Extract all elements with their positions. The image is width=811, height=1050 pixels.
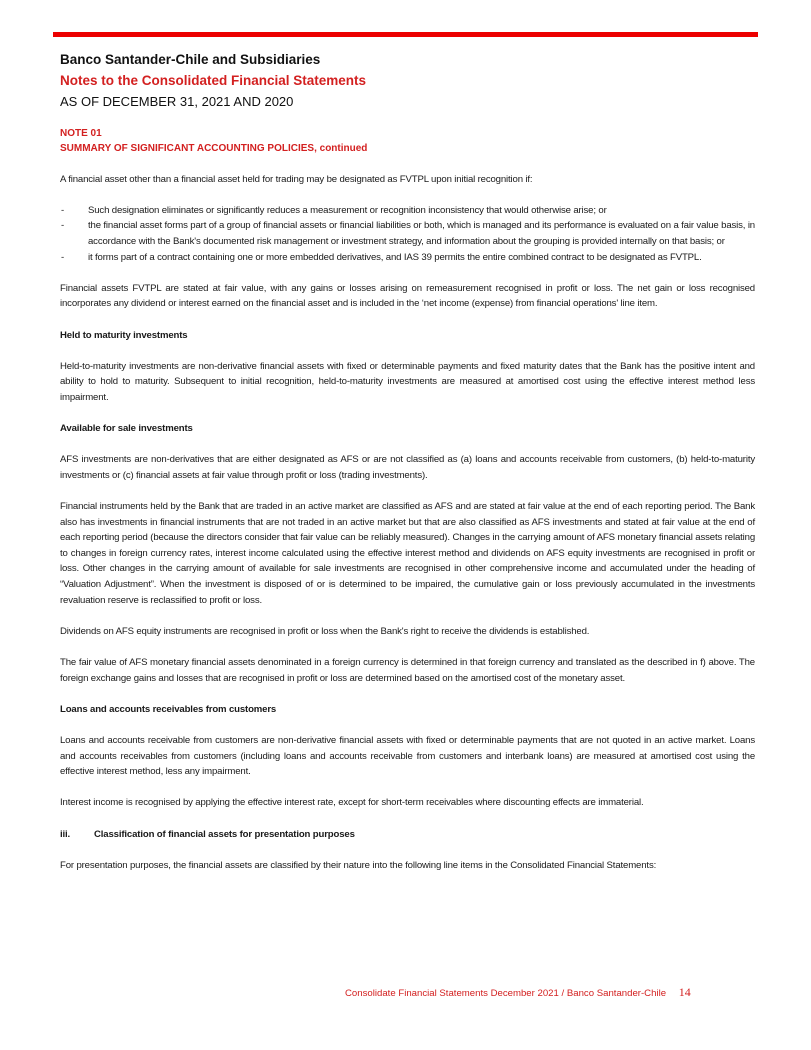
header-accent-bar bbox=[53, 32, 758, 37]
company-name: Banco Santander-Chile and Subsidiaries bbox=[60, 52, 321, 67]
interest-income-paragraph: Interest income is recognised by applying the effective interest rate, except for short-term receivables where discounting effects are immaterial. bbox=[60, 797, 644, 809]
dash-bullet-icon: - bbox=[61, 204, 65, 216]
classification-paragraph: For presentation purposes, the financial assets are classified by their nature into the following line items in the Consolidated Financial Statements: bbox=[60, 859, 657, 871]
document-subtitle: Notes to the Consolidated Financial Statements bbox=[60, 73, 367, 88]
fvtpl-intro-paragraph: A financial asset other than a financial asset held for trading may be designated as FVTPL upon initial recognition if: bbox=[60, 173, 533, 185]
note-number: NOTE 01 bbox=[60, 128, 102, 139]
page-footer bbox=[345, 985, 755, 1000]
document-page bbox=[60, 50, 755, 873]
section-heading-loans-receivables: Loans and accounts receivables from customers bbox=[60, 703, 277, 715]
section-heading-available-for-sale: Available for sale investments bbox=[60, 423, 193, 435]
list-item: - Such designation eliminates or significantly reduces a measurement or recognition inconsistency that would otherwise arise; or bbox=[60, 203, 755, 219]
reporting-date: AS OF DECEMBER 31, 2021 AND 2020 bbox=[60, 94, 294, 109]
afs-definition-paragraph: AFS investments are non-derivatives that are either designated as AFS or are not classified as (a) loans and accounts receivable from customers, (b) held-to-maturity investments or (c) financial assets at fair value through profit or loss (trading investments). bbox=[60, 454, 755, 481]
dash-bullet-icon: - bbox=[61, 251, 65, 263]
dash-bullet-icon: - bbox=[61, 220, 65, 232]
note-title: SUMMARY OF SIGNIFICANT ACCOUNTING POLICIES, continued bbox=[60, 143, 368, 154]
section-heading-held-to-maturity: Held to maturity investments bbox=[60, 329, 188, 341]
section-number: iii. bbox=[60, 828, 71, 840]
list-item: - it forms part of a contract containing one or more embedded derivatives, and IAS 39 permits the entire combined contract to be designated as FVTPL. bbox=[60, 250, 755, 266]
section-title: Classification of financial assets for presentation purposes bbox=[94, 828, 355, 840]
held-to-maturity-paragraph: Held-to-maturity investments are non-derivative financial assets with fixed or determinable payments and fixed maturity dates that the Bank has the positive intent and ability to hold to maturity. Subsequent to initial recognition, held-to-maturity investments are measured at amortised cost using the effective interest method less impairment. bbox=[60, 360, 755, 403]
fvtpl-conditions-list bbox=[60, 203, 755, 265]
list-item: - the financial asset forms part of a group of financial assets or financial liabilities or both, which is managed and its performance is evaluated on a fair value basis, in accordance with the Bank's documented risk management or investment strategy, and information about the grouping is provided internally on that basis; or bbox=[61, 220, 755, 247]
footer-text: Consolidate Financial Statements December 2021 / Banco Santander-Chile bbox=[345, 988, 667, 999]
fvtpl-measurement-paragraph: Financial assets FVTPL are stated at fair value, with any gains or losses arising on remeasurement recognised in profit or loss. The net gain or loss recognised incorporates any dividend or interest earned on the financial asset and is included in the ‘net income (expense) from financial operations' line item. bbox=[60, 282, 755, 310]
section-heading-classification bbox=[60, 827, 755, 843]
afs-dividends-paragraph: Dividends on AFS equity instruments are recognised in profit or loss when the Bank's right to receive the dividends is established. bbox=[60, 625, 590, 637]
afs-measurement-paragraph: Financial instruments held by the Bank that are traded in an active market are classified as AFS and are stated at fair value at the end of each reporting period. The Bank also has investments in financial instruments that are not traded in an active market but that are also classified as AFS investments and stated at fair value at the end of each reporting period (because the directors consider that fair value can be reliably measured). Changes in the carrying amount of AFS monetary financial assets relating to changes in foreign currency rates, interest income calculated using the effective interest method and dividends on AFS equity investments are recognised in profit or loss. Other changes in the carrying amount of available for sale investments are recognised in other comprehensive income and accumulated under the heading of “Valuation Adjustment”. When the investment is disposed of or is determined to be impaired, the cumulative gain or loss previously accumulated in the investments revaluation reserve is reclassified to profit or loss. bbox=[60, 501, 755, 606]
loans-definition-paragraph: Loans and accounts receivable from customers are non-derivative financial assets with fixed or determinable payments that are not quoted in an active market. Loans and accounts receivables from customers (including loans and accounts receivable from customers and interbank loans) are measured at amortised cost using the effective interest method, less any impairment. bbox=[60, 734, 755, 778]
page-number: 14 bbox=[678, 985, 691, 999]
afs-foreign-currency-paragraph: The fair value of AFS monetary financial assets denominated in a foreign currency is determined in that foreign currency and translated as the described in f) above. The foreign exchange gains and losses that are recognised in profit or loss are determined based on the amortised cost of the monetary asset. bbox=[60, 657, 755, 684]
